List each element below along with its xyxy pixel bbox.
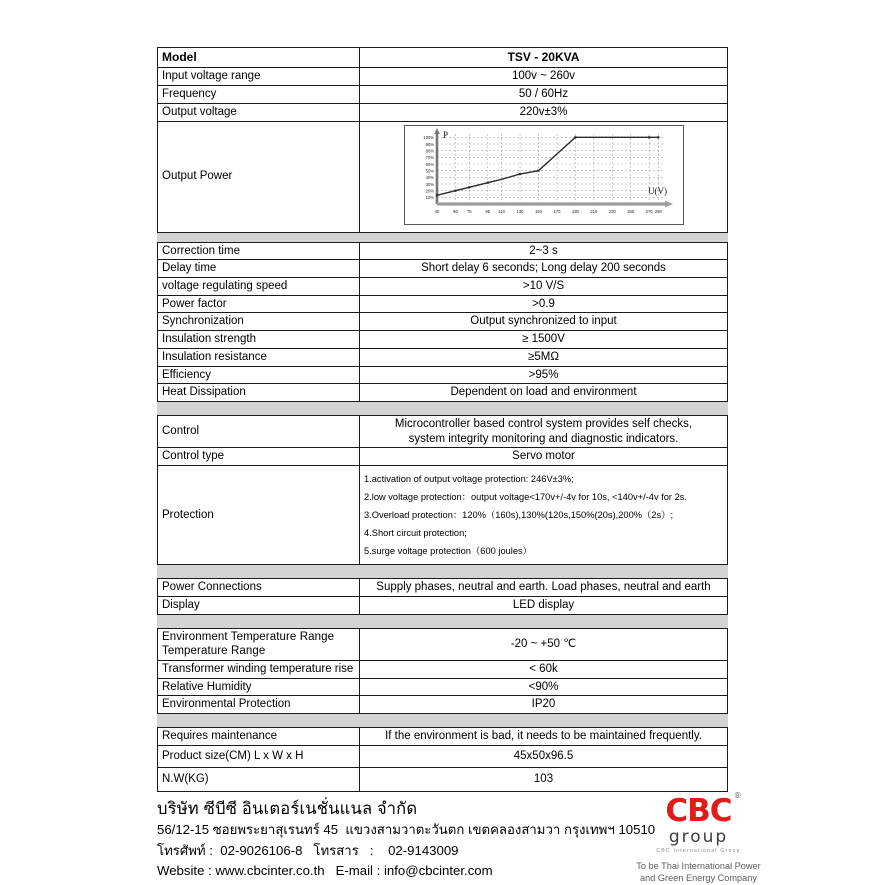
table-row bbox=[158, 331, 728, 349]
cbc-tagline-line-2: and Green Energy Company bbox=[640, 873, 757, 884]
table-spacer bbox=[158, 614, 728, 628]
control-line-2: system integrity monitoring and diagnostic indicators. bbox=[408, 432, 679, 445]
row-value: 50 / 60Hz bbox=[360, 86, 728, 104]
protection-label: Protection bbox=[158, 466, 360, 565]
table-row bbox=[158, 295, 728, 313]
svg-text:40%: 40% bbox=[425, 174, 434, 180]
svg-text:110: 110 bbox=[497, 208, 505, 214]
table-row bbox=[158, 86, 728, 104]
svg-text:40: 40 bbox=[434, 208, 439, 214]
svg-text:70%: 70% bbox=[425, 154, 434, 160]
company-name: บริษัท ซีบีซี อินเตอร์เนชั่นแนล จำกัด bbox=[157, 800, 418, 818]
row-value: IP20 bbox=[360, 696, 728, 714]
svg-text:80%: 80% bbox=[425, 148, 434, 154]
svg-text:10%: 10% bbox=[425, 194, 434, 200]
svg-text:60%: 60% bbox=[425, 161, 434, 167]
control-type-value: Servo motor bbox=[360, 448, 728, 466]
cbc-logo-subtitle: CBC International Group bbox=[656, 847, 741, 854]
chart-x-axis-label: U(V) bbox=[647, 185, 667, 196]
svg-text:95: 95 bbox=[484, 208, 490, 214]
row-value: ≥5MΩ bbox=[360, 348, 728, 366]
table-row bbox=[158, 579, 728, 597]
chart-svg bbox=[405, 126, 683, 224]
row-label: Product size(CM) L x W x H bbox=[158, 745, 360, 767]
svg-text:230: 230 bbox=[608, 208, 616, 214]
table-row-env-temp bbox=[158, 628, 728, 660]
control-line-1: Microcontroller based control system provides self checks, bbox=[394, 417, 693, 430]
table-spacer bbox=[158, 565, 728, 579]
row-value: < 60k bbox=[360, 661, 728, 679]
cbc-tagline bbox=[636, 860, 761, 885]
table-row bbox=[158, 68, 728, 86]
company-phone: โทรศัพท์ : 02-9026106-8 โทรสาร : 02-9143009 bbox=[157, 842, 459, 858]
row-value: 100v ~ 260v bbox=[360, 68, 728, 86]
row-value: Short delay 6 seconds; Long delay 200 seconds bbox=[360, 260, 728, 278]
row-value: 2~3 s bbox=[360, 242, 728, 260]
row-value: 220v±3% bbox=[360, 103, 728, 121]
row-value: Dependent on load and environment bbox=[360, 384, 728, 402]
model-label: Model bbox=[158, 48, 360, 68]
model-value: TSV - 20KVA bbox=[360, 48, 728, 68]
row-value: <90% bbox=[360, 678, 728, 696]
table-row-protection bbox=[158, 466, 728, 565]
protection-list bbox=[360, 466, 728, 565]
row-label: Frequency bbox=[158, 86, 360, 104]
output-power-label: Output Power bbox=[158, 121, 360, 232]
svg-text:150: 150 bbox=[534, 208, 542, 214]
svg-text:20%: 20% bbox=[425, 188, 434, 194]
row-value: 103 bbox=[360, 767, 728, 791]
row-label: Insulation strength bbox=[158, 331, 360, 349]
row-label: Synchronization bbox=[158, 313, 360, 331]
row-value: If the environment is bad, it needs to be maintained frequently. bbox=[360, 728, 728, 746]
row-label: Transformer winding temperature rise bbox=[158, 661, 360, 679]
svg-text:130: 130 bbox=[516, 208, 524, 214]
table-row bbox=[158, 103, 728, 121]
svg-text:60: 60 bbox=[452, 208, 458, 214]
protection-item: 2.low voltage protection：output voltage<170v+/-4v for 10s, <140v+/-4v for 2s. bbox=[364, 491, 688, 502]
table-row bbox=[158, 728, 728, 746]
row-label: Power Connections bbox=[158, 579, 360, 597]
row-value: Output synchronized to input bbox=[360, 313, 728, 331]
row-label: N.W(KG) bbox=[158, 767, 360, 791]
table-row bbox=[158, 745, 728, 767]
table-row-control bbox=[158, 415, 728, 447]
company-address: 56/12-15 ซอยพระยาสุเรนทร์ 45 แขวงสามวาตะวันตก เขตคลองสามวา กรุงเทพฯ 10510 bbox=[157, 822, 656, 838]
row-label: Environment Temperature Range Temperature Range bbox=[158, 628, 360, 660]
table-row bbox=[158, 366, 728, 384]
row-label: Correction time bbox=[158, 242, 360, 260]
svg-text:250: 250 bbox=[626, 208, 634, 214]
table-spacer bbox=[158, 714, 728, 728]
protection-item: 5.surge voltage protection（600 joules） bbox=[364, 546, 532, 557]
table-row bbox=[158, 242, 728, 260]
row-label: Power factor bbox=[158, 295, 360, 313]
row-label: Environmental Protection bbox=[158, 696, 360, 714]
row-label: Requires maintenance bbox=[158, 728, 360, 746]
row-value: -20 ~ +50 ℃ bbox=[360, 628, 728, 660]
table-row bbox=[158, 767, 728, 791]
row-label: Delay time bbox=[158, 260, 360, 278]
chart-y-tick-labels bbox=[423, 135, 434, 200]
table-row bbox=[158, 678, 728, 696]
table-row bbox=[158, 661, 728, 679]
svg-text:170: 170 bbox=[552, 208, 560, 214]
row-label: Output voltage bbox=[158, 103, 360, 121]
registered-trademark-icon: ® bbox=[733, 791, 741, 800]
row-label: Display bbox=[158, 596, 360, 614]
chart-y-axis-label: P bbox=[442, 129, 448, 140]
table-row bbox=[158, 277, 728, 295]
protection-item: 1.activation of output voltage protection: 246V±3%; bbox=[364, 473, 574, 484]
row-label: voltage regulating speed bbox=[158, 277, 360, 295]
row-label: Relative Humidity bbox=[158, 678, 360, 696]
cbc-wordmark bbox=[665, 791, 741, 829]
cbc-wordmark-text: CBC bbox=[665, 793, 732, 829]
power-voltage-chart bbox=[404, 125, 684, 225]
company-web-email: Website : www.cbcinter.co.th E-mail : info@cbcinter.com bbox=[157, 863, 493, 879]
table-spacer bbox=[158, 401, 728, 415]
table-row bbox=[158, 596, 728, 614]
cbc-logo bbox=[636, 791, 761, 885]
row-value: LED display bbox=[360, 596, 728, 614]
table-row bbox=[158, 313, 728, 331]
cbc-group-text: group bbox=[668, 827, 729, 847]
row-value: Supply phases, neutral and earth. Load phases, neutral and earth bbox=[360, 579, 728, 597]
table-row-control-type bbox=[158, 448, 728, 466]
svg-text:100%: 100% bbox=[422, 134, 434, 140]
row-label: Heat Dissipation bbox=[158, 384, 360, 402]
svg-text:270: 270 bbox=[645, 208, 653, 214]
row-label: Efficiency bbox=[158, 366, 360, 384]
control-type-label: Control type bbox=[158, 448, 360, 466]
table-row-output-power bbox=[158, 121, 728, 232]
control-label: Control bbox=[158, 415, 360, 447]
row-value: >0.9 bbox=[360, 295, 728, 313]
row-label: Insulation resistance bbox=[158, 348, 360, 366]
row-value: >95% bbox=[360, 366, 728, 384]
output-power-chart-cell bbox=[360, 121, 728, 232]
specification-table bbox=[157, 47, 728, 792]
row-value: >10 V/S bbox=[360, 277, 728, 295]
table-spacer bbox=[158, 232, 728, 242]
row-label: Input voltage range bbox=[158, 68, 360, 86]
control-value bbox=[360, 415, 728, 447]
cbc-tagline-line-1: To be Thai International Power bbox=[636, 860, 761, 871]
protection-item: 3.Overload protection：120%（160s),130%(120s,150%(20s),200%（2s）; bbox=[364, 510, 674, 521]
svg-text:30%: 30% bbox=[425, 181, 434, 187]
table-row-model bbox=[158, 48, 728, 68]
svg-text:210: 210 bbox=[589, 208, 597, 214]
svg-text:90%: 90% bbox=[425, 141, 434, 147]
svg-text:75: 75 bbox=[466, 208, 472, 214]
svg-text:280: 280 bbox=[654, 208, 662, 214]
table-row bbox=[158, 348, 728, 366]
row-value: ≥ 1500V bbox=[360, 331, 728, 349]
table-body bbox=[158, 48, 728, 792]
row-value: 45x50x96.5 bbox=[360, 745, 728, 767]
svg-text:190: 190 bbox=[571, 208, 579, 214]
table-row bbox=[158, 260, 728, 278]
table-row bbox=[158, 384, 728, 402]
svg-text:50%: 50% bbox=[425, 168, 434, 174]
protection-item: 4.Short circuit protection; bbox=[364, 528, 467, 539]
table-row bbox=[158, 696, 728, 714]
